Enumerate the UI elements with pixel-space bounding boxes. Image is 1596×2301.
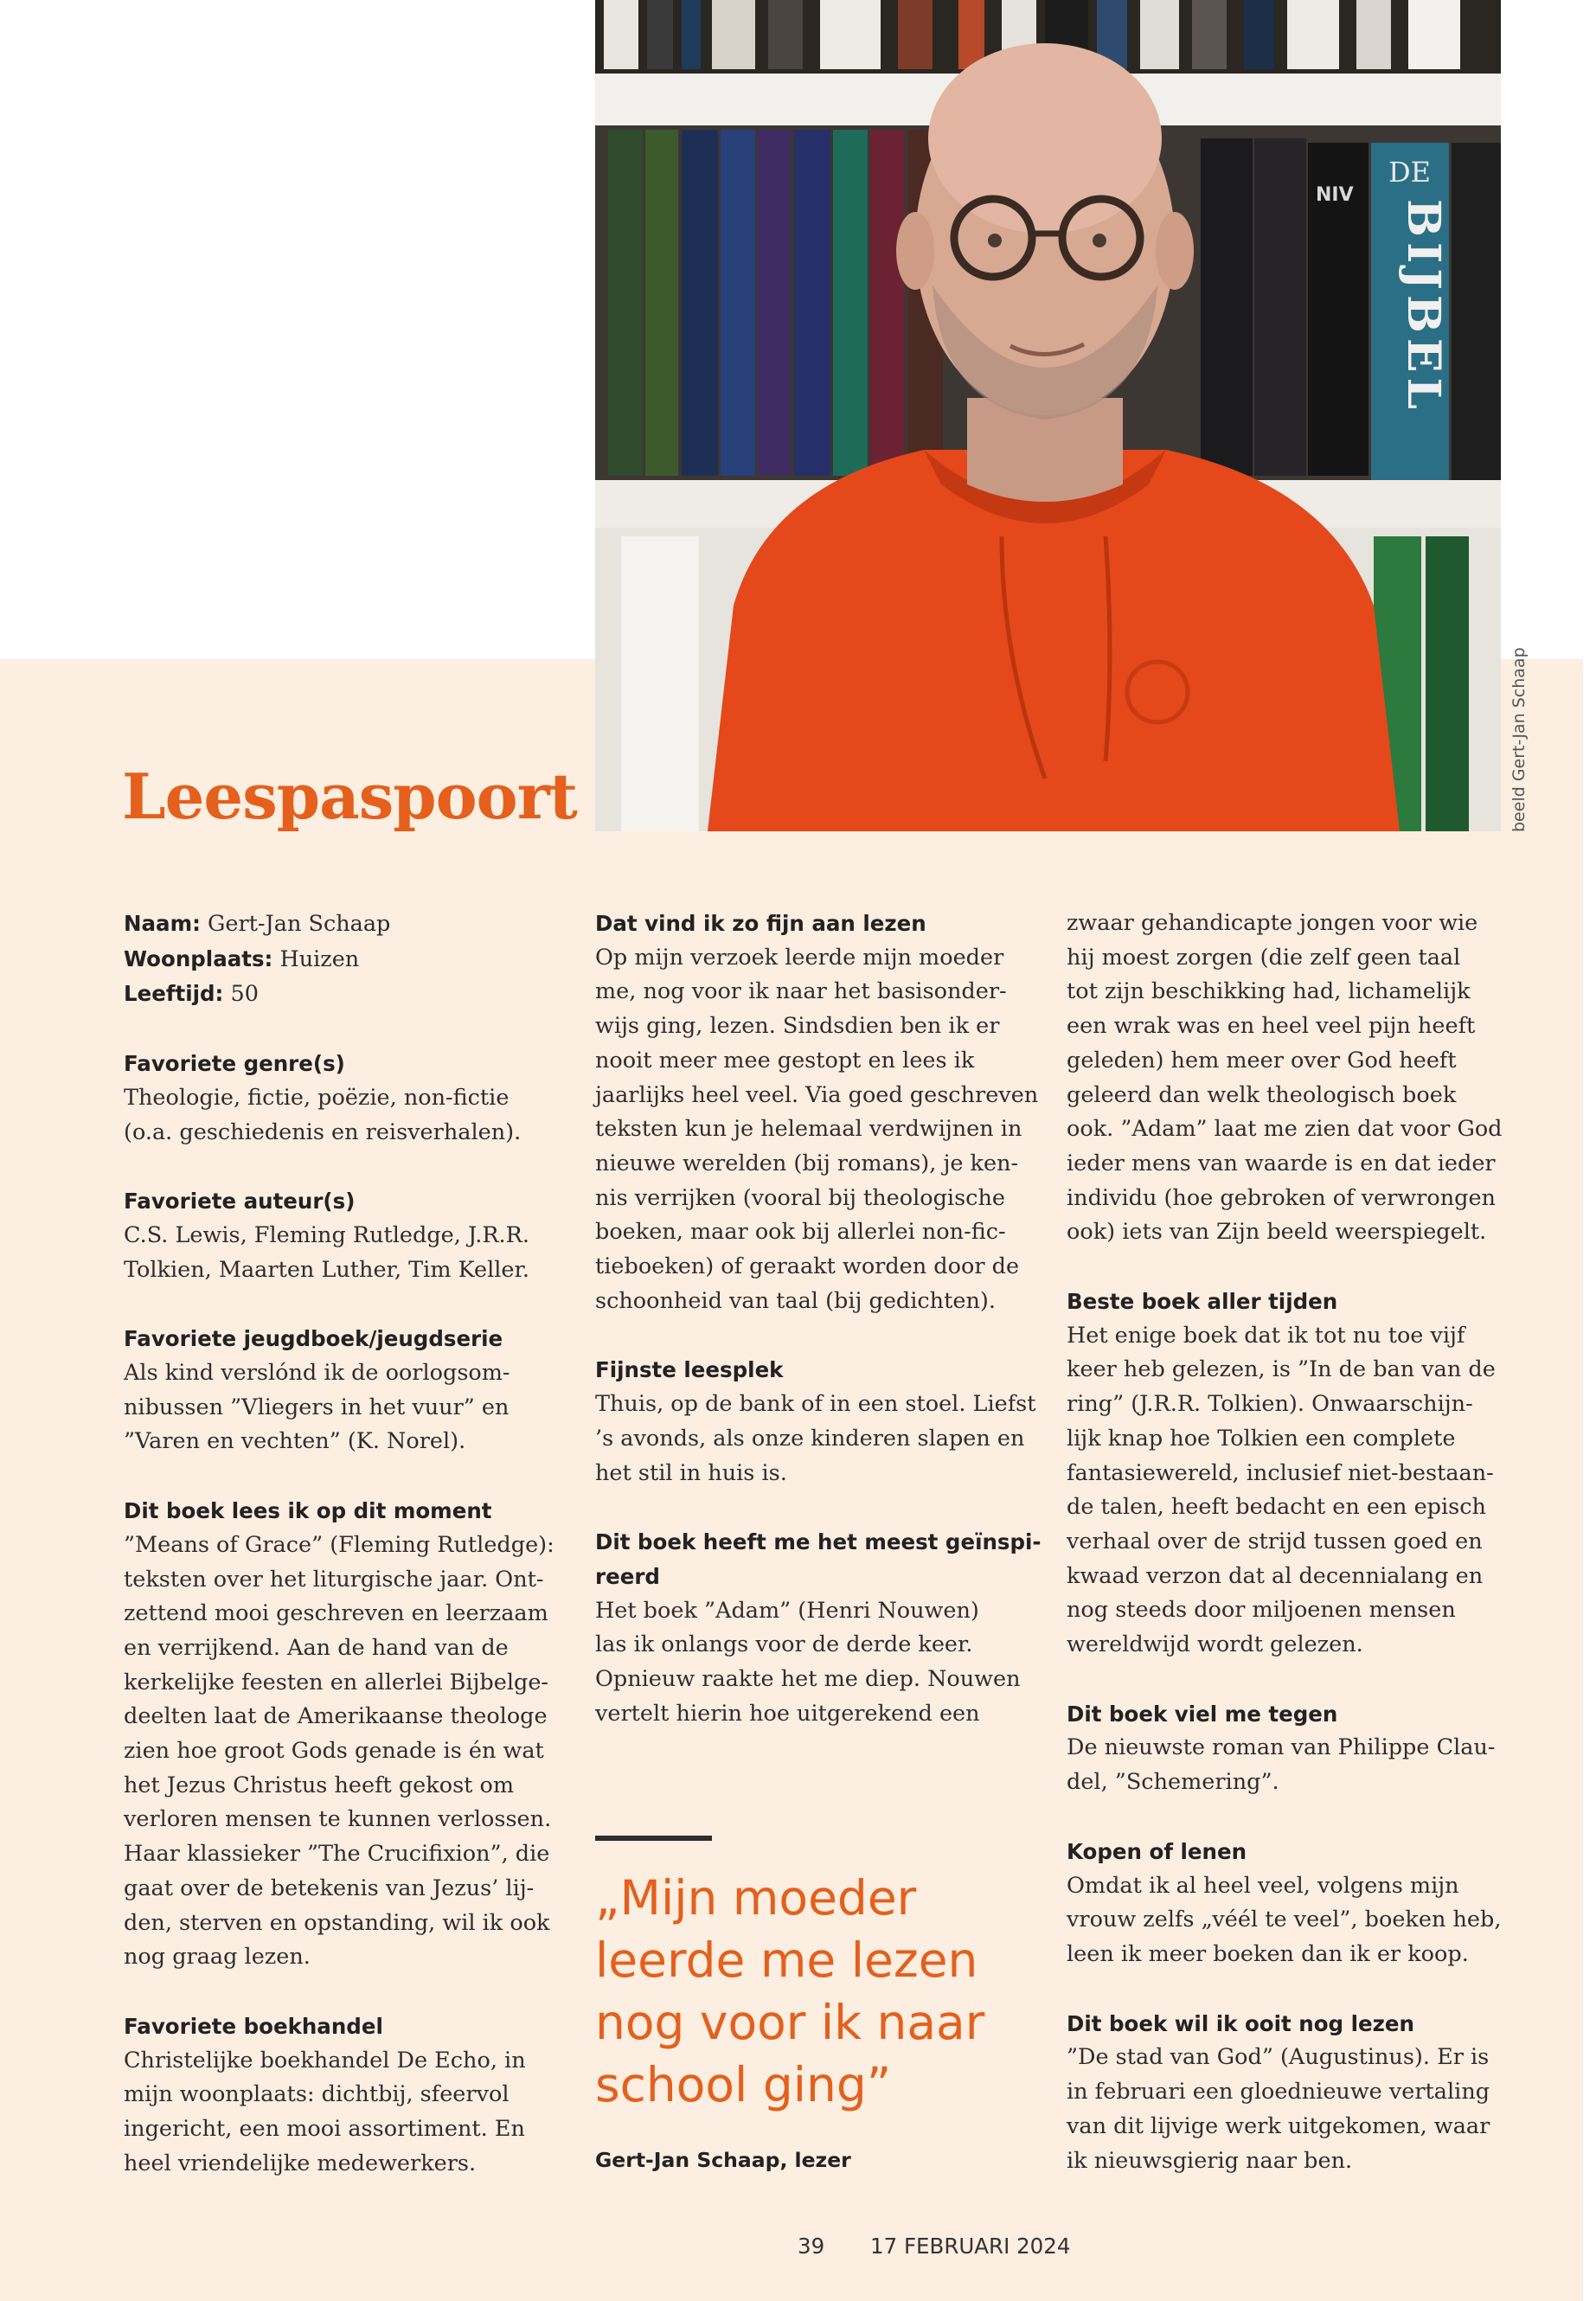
section-authors: Favoriete auteur(s) C.S. Lewis, Fleming Rutledge, J.R.R. Tolkien, Maarten Luther, Tim Keller.: [124, 1184, 574, 1287]
spine-niv: NIV: [1316, 184, 1354, 206]
section-heading: Favoriete auteur(s): [124, 1189, 356, 1215]
section-buy: Kopen of lenen Omdat ik al heel veel, volgens mijn vrouw zelfs „véél te veel”, boeken heb, leen ik meer boeken dan ik er koop.: [1067, 1835, 1516, 1972]
column-3: [1067, 907, 1516, 2178]
section-heading: Dit boek lees ik op dit moment: [124, 1498, 492, 1524]
section-why: Dat vind ik zo fijn aan lezen Op mijn verzoek leerde mijn moeder me, nog voor ik naar het basisonder- wijs ging, lezen. Sindsdien ben ik er nooit meer mee gestopt en lees ik jaarlijks heel veel. Via goed geschreven teksten kun je helemaal verdwijnen in nieuwe werelden (bij romans), je ken- nis verrijken (vooral bij theologische boeken, maar ook bij allerlei non-fic- tieboeken) of geraakt worden door de schoonheid van taal (bij gedichten).: [595, 907, 1045, 1318]
section-heading: Fijnste leesplek: [595, 1357, 784, 1383]
section-genres: Favoriete genre(s) Theologie, fictie, poëzie, non-fictie (o.a. geschiedenis en reisverhalen).: [124, 1047, 574, 1150]
spine-de: DE: [1388, 156, 1432, 189]
section-heading: Beste boek aller tijden: [1067, 1289, 1338, 1315]
section-youth: Favoriete jeugdboek/jeugdserie Als kind verslónd ik de oorlogsom- nibussen ”Vliegers in het vuur” en ”Varen en vechten” (K. Norel).: [124, 1322, 574, 1459]
profile-age: Leeftijd: 50: [124, 981, 259, 1008]
quote-author: Gert-Jan Schaap, lezer: [595, 2148, 851, 2172]
section-spot: Fijnste leesplek Thuis, op de bank of in een stoel. Liefst ’s avonds, als onze kinderen slapen en het stil in huis is.: [595, 1353, 1045, 1490]
portrait-illustration: [595, 0, 1501, 831]
page-title: Leespaspoort: [122, 760, 577, 833]
profile-city: Woonplaats: Huizen: [124, 945, 360, 972]
page-number: 39: [798, 2234, 825, 2259]
section-best: Beste boek aller tijden Het enige boek dat ik tot nu toe vijf keer heb gelezen, is ”In de ban van de ring” (J.R.R. Tolkien). Onwaarschijn- lijk knap hoe Tolkien een complete fantasiewereld, inclusief niet-bestaan- de talen, heeft bedacht en een episch verhaal over de strijd tussen goed en kwaad verzon dat al decennialang en nog steeds door miljoenen mensen wereldwijd wordt gelezen.: [1067, 1285, 1516, 1663]
section-heading: Dat vind ik zo fijn aan lezen: [595, 911, 926, 936]
section-inspired: Dit boek heeft me het meest geïnspi- reerd Het boek ”Adam” (Henri Nouwen) las ik onlangs voor de derde keer. Opnieuw raakte het me diep. Nouwen vertelt hierin hoe uitgerekend een: [595, 1525, 1045, 1731]
quote-divider: [595, 1836, 712, 1841]
section-heading-cont: reerd: [595, 1563, 660, 1589]
section-inspired-continued: zwaar gehandicapte jongen voor wie hij moest zorgen (die zelf geen taal tot zijn beschikking had, lichamelijk een wrak was en heel veel pijn heeft geleden) hem meer over God heeft geleerd dan welk theologisch boek ook. ”Adam” laat me zien dat voor God ieder mens van waarde is en dat ieder individu (hoe gebroken of verwrongen ook) iets van Zijn beeld weerspiegelt.: [1067, 910, 1503, 1246]
section-heading: Dit boek heeft me het meest geïnspi-: [595, 1529, 1042, 1555]
section-wish: Dit boek wil ik ooit nog lezen ”De stad van God” (Augustinus). Er is in februari een gloednieuwe vertaling van dit lijvige werk uitgekomen, waar ik nieuwsgierig naar ben.: [1067, 2007, 1516, 2179]
pull-quote: „Mijn moeder leerde me lezen nog voor ik naar school ging”: [595, 1870, 985, 2112]
spine-bijbel: BIJBEL: [1397, 199, 1450, 415]
section-heading: Kopen of lenen: [1067, 1838, 1247, 1864]
photo-credit: beeld Gert-Jan Schaap: [1509, 647, 1529, 832]
section-bookshop: Favoriete boekhandel Christelijke boekhandel De Echo, in mijn woonplaats: dichtbij, sfeervol ingericht, een mooi assortiment. En heel vriendelijke medewerkers.: [124, 2009, 574, 2182]
profile-name: Naam: Gert-Jan Schaap: [124, 911, 391, 937]
section-heading: Dit boek wil ik ooit nog lezen: [1067, 2010, 1414, 2036]
section-heading: Dit boek viel me tegen: [1067, 1701, 1338, 1727]
column-1: [124, 907, 574, 2182]
section-heading: Favoriete genre(s): [124, 1051, 345, 1077]
section-heading: Favoriete jeugdboek/jeugdserie: [124, 1326, 503, 1352]
section-current: Dit boek lees ik op dit moment ”Means of Grace” (Fleming Rutledge): teksten over het liturgische jaar. Ont- zettend mooi geschreven en leerzaam en verrijkend. Aan de hand van de kerkelijke feesten en allerlei Bijbelge- deelten laat de Amerikaanse theologe zien hoe groot Gods genade is én wat het Jezus Christus heeft gekost om verloren mensen te kunnen verlossen. Haar klassieker ”The Crucifixion”, die gaat over de betekenis van Jezus’ lij- den, sterven en opstanding, wil ik ook nog graag lezen.: [124, 1494, 574, 1975]
issue-date: 17 FEBRUARI 2024: [870, 2234, 1071, 2259]
section-heading: Favoriete boekhandel: [124, 2013, 383, 2039]
column-2: [595, 907, 1045, 1731]
portrait-photo: [595, 0, 1501, 831]
section-disappointing: Dit boek viel me tegen De nieuwste roman van Philippe Clau- del, ”Schemering”.: [1067, 1697, 1516, 1800]
